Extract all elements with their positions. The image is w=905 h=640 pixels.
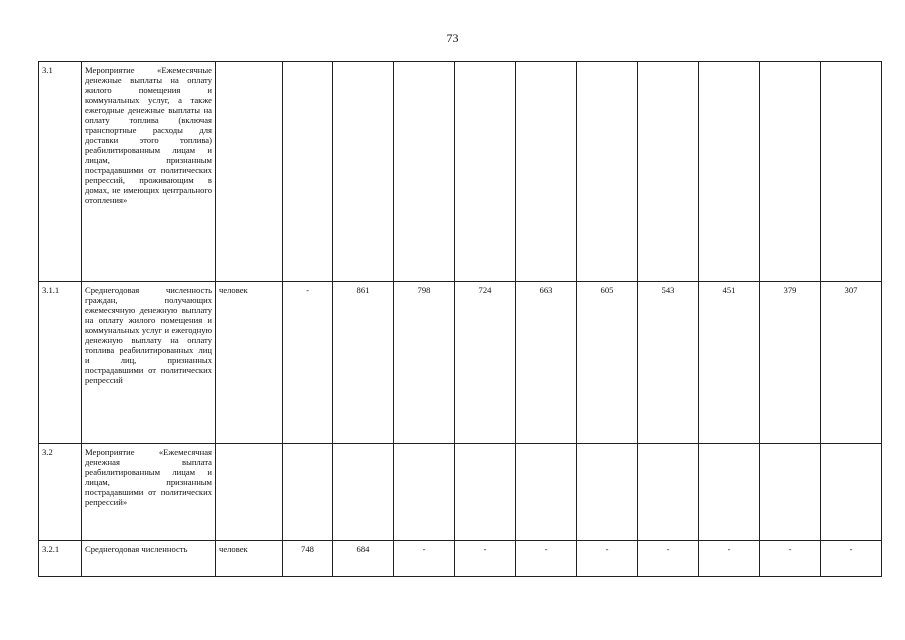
row-unit: человек — [216, 541, 283, 577]
value-cell: 724 — [455, 282, 516, 444]
row-description: Среднегодовая численность граждан, получающих ежемесячную денежную выплату на оплату жилого помещения и коммунальных услуг и ежегодную денежную выплату на оплату топлива реабилитированных лиц и лиц, признанных пострадавшими от политических репрессий — [82, 282, 216, 444]
value-cell — [638, 62, 699, 282]
value-cell — [821, 62, 882, 282]
table-row — [39, 541, 882, 577]
indicators-table — [38, 61, 882, 577]
row-description: Мероприятие «Ежемесячные денежные выплаты на оплату жилого помещения и коммунальных услуг, а также ежегодные денежные выплаты на оплату топлива (включая транспортные расходы для доставки этого топлива) реабилитированным лицам и лицам, признанным пострадавшими от политических репрессий, проживающим в домах, не имеющих центрального отопления» — [82, 62, 216, 282]
value-cell — [760, 62, 821, 282]
value-cell — [455, 444, 516, 541]
value-cell: 748 — [283, 541, 333, 577]
value-cell — [638, 444, 699, 541]
value-cell — [577, 62, 638, 282]
value-cell — [394, 62, 455, 282]
page-number: 73 — [446, 31, 459, 45]
value-cell: 684 — [333, 541, 394, 577]
table-row — [39, 444, 882, 541]
value-cell: 451 — [699, 282, 760, 444]
value-cell — [333, 62, 394, 282]
value-cell: - — [577, 541, 638, 577]
value-cell: - — [760, 541, 821, 577]
value-cell — [516, 62, 577, 282]
row-number: 3.1 — [39, 62, 82, 282]
value-cell: 663 — [516, 282, 577, 444]
row-number: 3.1.1 — [39, 282, 82, 444]
value-cell: 379 — [760, 282, 821, 444]
value-cell — [283, 62, 333, 282]
value-cell — [394, 444, 455, 541]
value-cell: 798 — [394, 282, 455, 444]
value-cell: - — [394, 541, 455, 577]
value-cell: - — [699, 541, 760, 577]
value-cell — [699, 444, 760, 541]
value-cell: 605 — [577, 282, 638, 444]
value-cell: - — [283, 282, 333, 444]
value-cell: - — [516, 541, 577, 577]
value-cell: - — [455, 541, 516, 577]
row-description: Мероприятие «Ежемесячная денежная выплата реабилитированным лицам и лицам, признанным пострадавшими от политических репрессий» — [82, 444, 216, 541]
value-cell — [760, 444, 821, 541]
value-cell — [333, 444, 394, 541]
value-cell — [699, 62, 760, 282]
row-unit — [216, 444, 283, 541]
row-unit: человек — [216, 282, 283, 444]
value-cell: 861 — [333, 282, 394, 444]
row-number: 3.2.1 — [39, 541, 82, 577]
value-cell — [455, 62, 516, 282]
table-row — [39, 62, 882, 282]
value-cell: 543 — [638, 282, 699, 444]
row-number: 3.2 — [39, 444, 82, 541]
value-cell: 307 — [821, 282, 882, 444]
value-cell — [577, 444, 638, 541]
value-cell — [283, 444, 333, 541]
row-unit — [216, 62, 283, 282]
value-cell: - — [821, 541, 882, 577]
table-row — [39, 282, 882, 444]
value-cell — [821, 444, 882, 541]
row-description: Среднегодовая численность — [82, 541, 216, 577]
value-cell — [516, 444, 577, 541]
value-cell: - — [638, 541, 699, 577]
